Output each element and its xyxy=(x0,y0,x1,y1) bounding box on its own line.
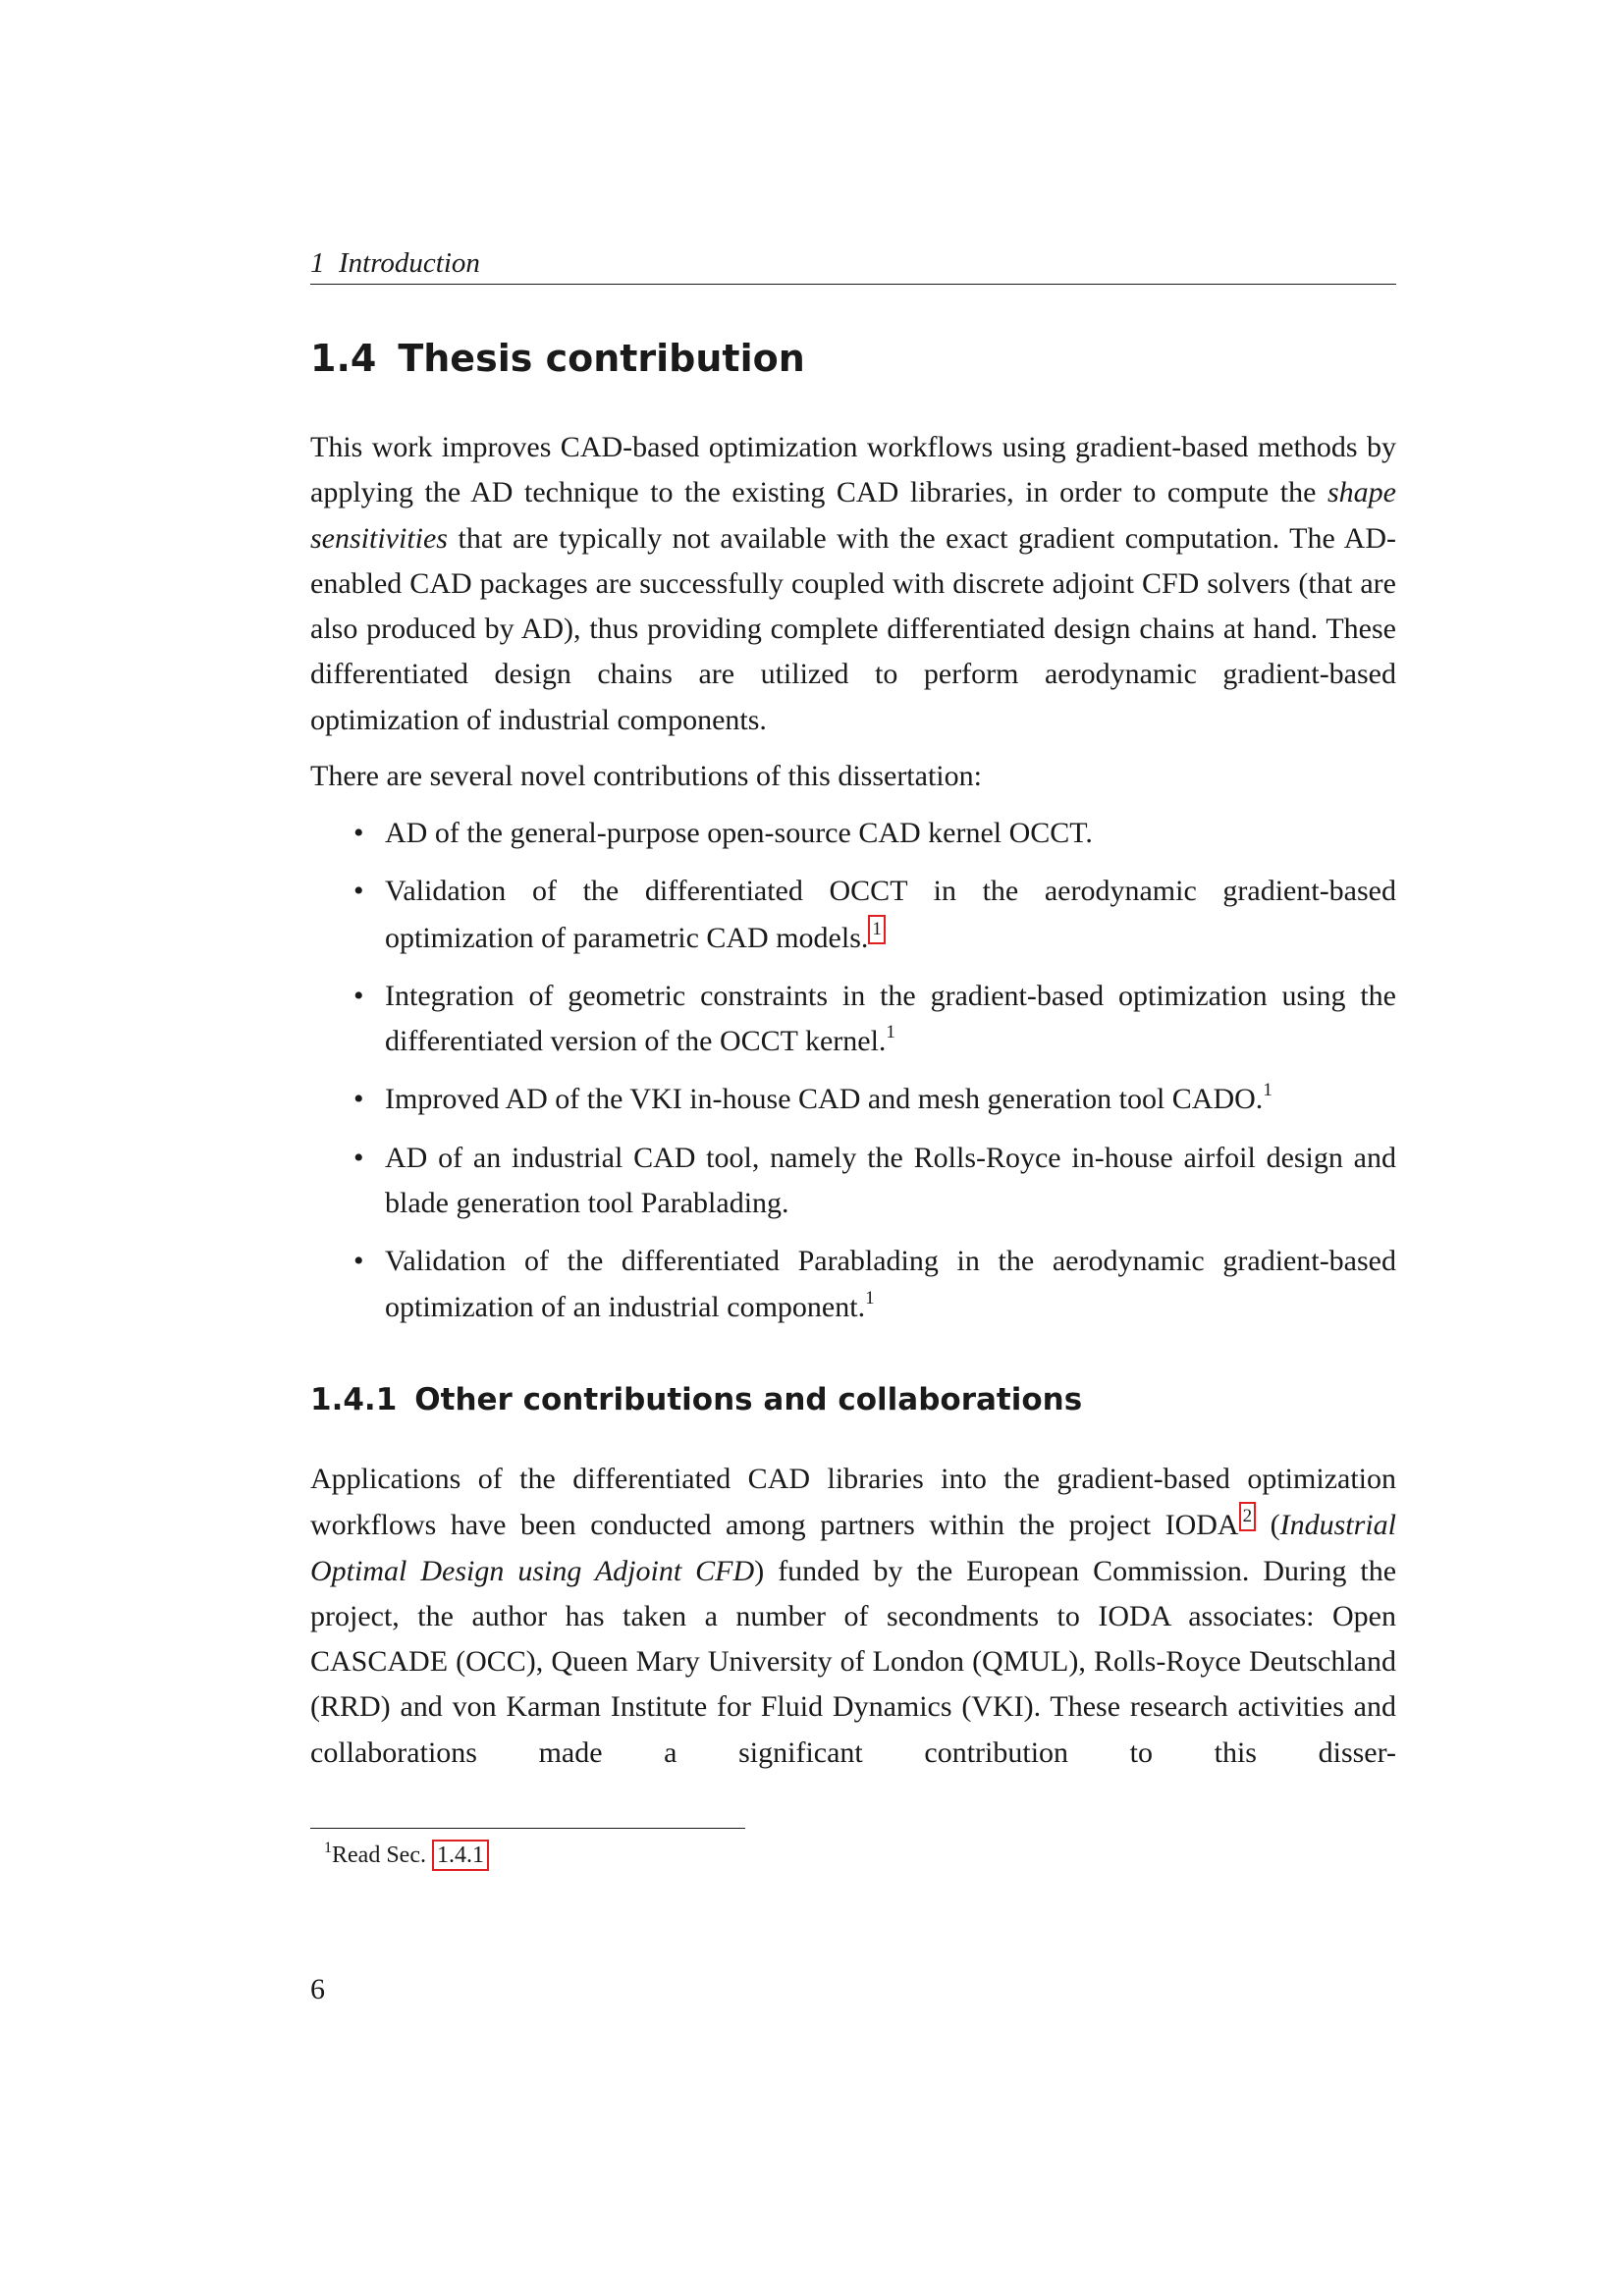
chapter-title: Introduction xyxy=(339,247,480,279)
footnote xyxy=(324,1840,489,1871)
footnote-number: 1 xyxy=(324,1840,332,1856)
collaborations-paragraph xyxy=(310,1457,1396,1776)
section-title: Thesis contribution xyxy=(398,337,805,380)
footnote-marker[interactable]: 1 xyxy=(1263,1080,1272,1101)
footnote-link[interactable] xyxy=(1239,1506,1257,1526)
list-item xyxy=(310,811,1396,856)
footnote-rule xyxy=(310,1828,745,1829)
footnote-link[interactable] xyxy=(868,919,886,939)
subsection-number: 1.4.1 xyxy=(310,1382,398,1417)
footnote-text: Read Sec. xyxy=(332,1842,432,1868)
section-number: 1.4 xyxy=(310,337,377,380)
collaborations-text-end: ) funded by the European Commission. During the project, the author has taken a number of secondments to IODA associates: Open CASCADE (OCC), Queen Mary University of London (QMUL), Rolls-Royce Deutschland (RRD) and von Karman Institute for Fluid Dynamics (VKI). These research activities and collaborations made a significant contribution to this disser- xyxy=(310,1554,1397,1769)
footnote-link-label[interactable]: 2 xyxy=(1239,1502,1257,1531)
subsection-title: Other contributions and collaborations xyxy=(414,1382,1083,1417)
chapter-number: 1 xyxy=(310,247,325,279)
bullet-icon: • xyxy=(353,817,364,849)
bullet-icon: • xyxy=(353,979,364,1012)
section-reference-link[interactable]: 1.4.1 xyxy=(432,1840,489,1871)
list-item-text: Validation of the differentiated OCCT in the aerodynamic gradient-based optimization of parametric CAD models. xyxy=(385,875,1396,954)
page-number: 6 xyxy=(310,1973,325,2005)
section-heading xyxy=(310,334,1396,383)
bullet-icon: • xyxy=(353,1245,364,1278)
list-item-text: AD of the general-purpose open-source CAD kernel OCCT. xyxy=(385,817,1093,849)
intro-paragraph xyxy=(310,425,1396,743)
project-name-emphasis: Industrial Optimal Design using Adjoint CFD xyxy=(310,1509,1396,1587)
footnote-marker[interactable]: 1 xyxy=(886,1022,895,1043)
footnote-marker[interactable]: 1 xyxy=(865,1287,875,1308)
list-item xyxy=(310,869,1396,961)
intro-paragraph-emphasis: shape sensitivities xyxy=(310,476,1396,555)
list-item-text: Validation of the differentiated Parablading in the aerodynamic gradient-based optimization of an industrial component. xyxy=(385,1245,1396,1323)
collaborations-text: Applications of the differentiated CAD libraries into the gradient-based optimization workflows have been conducted among partners within the project IODA xyxy=(310,1463,1396,1542)
list-item-text: Improved AD of the VKI in-house CAD and mesh generation tool CADO. xyxy=(385,1083,1264,1116)
collaborations-text-paren: ( xyxy=(1256,1509,1280,1542)
list-item xyxy=(310,1136,1396,1227)
footnote-link-label[interactable]: 1 xyxy=(868,915,886,944)
subsection-heading xyxy=(310,1380,1396,1419)
list-item xyxy=(310,974,1396,1065)
list-item xyxy=(310,1077,1396,1122)
contributions-intro: There are several novel contributions of this dissertation: xyxy=(310,760,982,792)
list-item-text: AD of an industrial CAD tool, namely the Rolls-Royce in-house airfoil design and blade generation tool Parablading. xyxy=(385,1141,1396,1220)
list-item-text: Integration of geometric constraints in the gradient-based optimization using the differentiated version of the OCCT kernel. xyxy=(385,979,1396,1058)
bullet-icon: • xyxy=(353,875,364,908)
list-item xyxy=(310,1239,1396,1330)
intro-paragraph-text-end: that are typically not available with the exact gradient computation. The AD-enabled CAD packages are successfully coupled with discrete adjoint CFD solvers (that are also produced by AD), thus providing complete differentiated design chains at hand. These differentiated design chains are utilized to perform aerodynamic gradient-based optimization of industrial components. xyxy=(310,521,1396,736)
running-header xyxy=(310,243,1396,283)
intro-paragraph-text: This work improves CAD-based optimization workflows using gradient-based methods by applying the AD technique to the existing CAD libraries, in order to compute the xyxy=(310,431,1396,509)
bullet-icon: • xyxy=(353,1141,364,1174)
contributions-list xyxy=(310,811,1396,1343)
bullet-icon: • xyxy=(353,1083,364,1116)
header-rule xyxy=(310,284,1396,285)
